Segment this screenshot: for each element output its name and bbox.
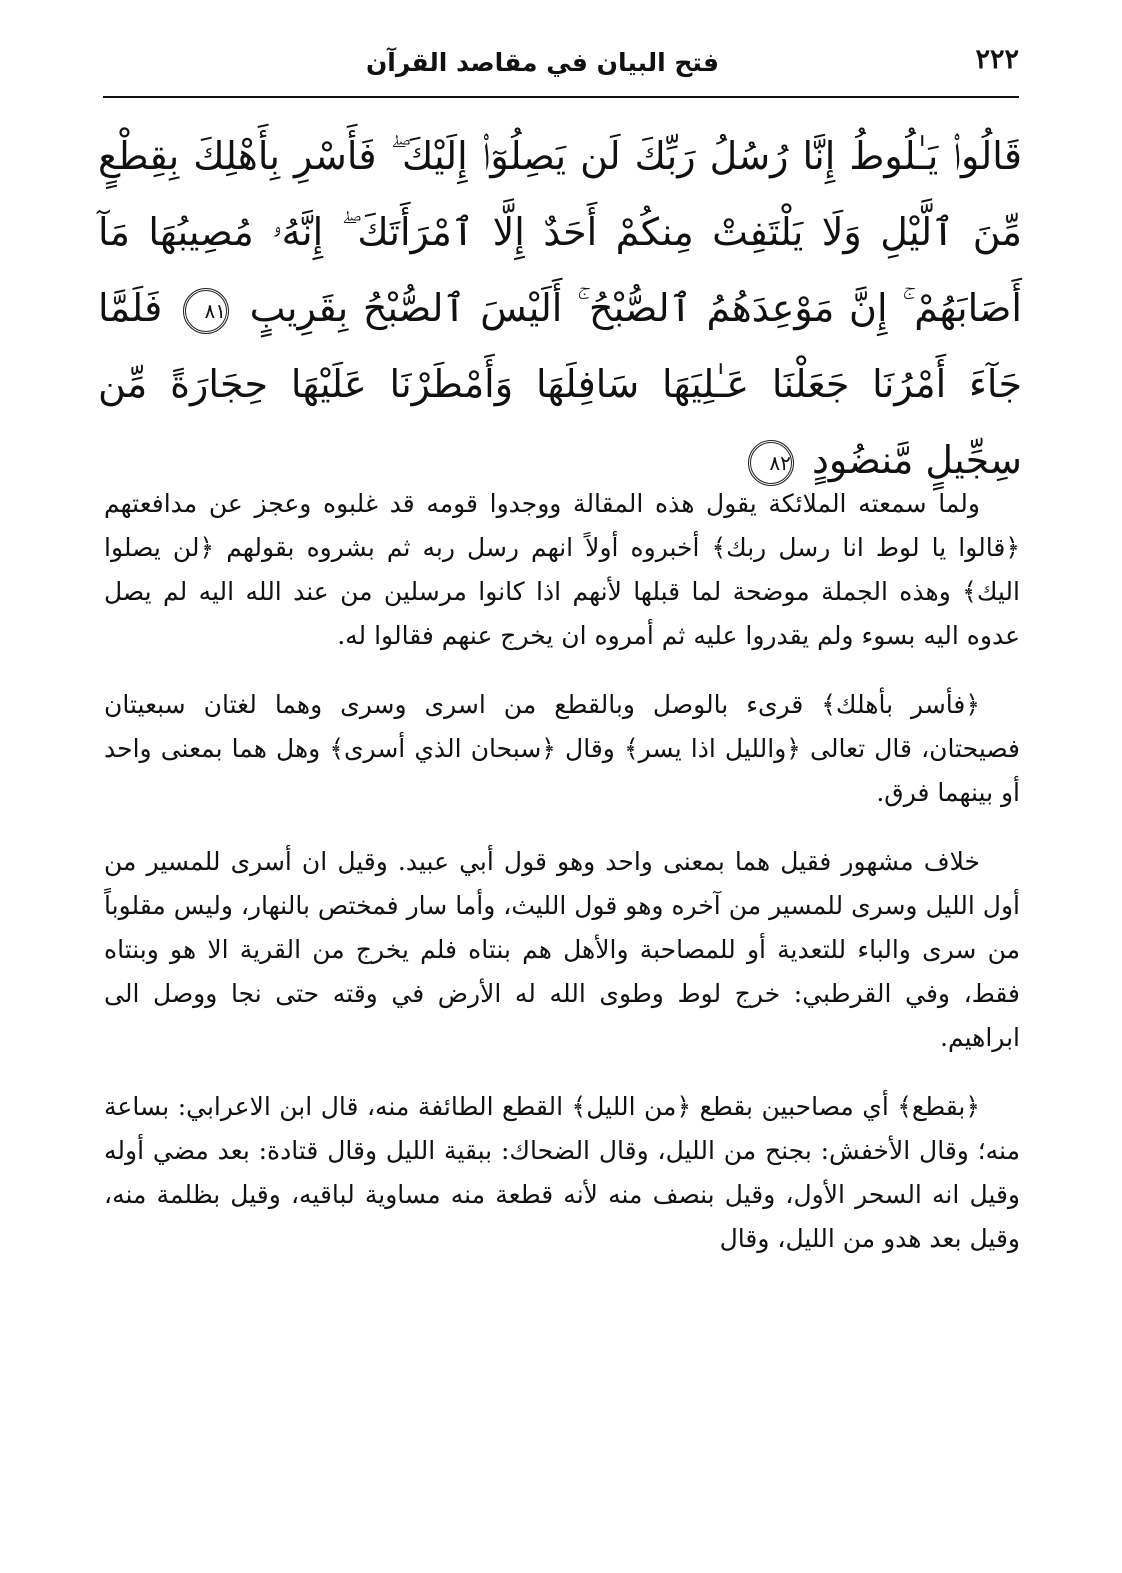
commentary-paragraph-4: ﴿بقطع﴾ أي مصاحبين بقطع ﴿من الليل﴾ القطع الطائفة منه، قال ابن الاعرابي: بساعة منه؛ وقال الأخفش: بجنح من الليل، وقال الضحاك: ببقية الليل وقال قتادة: بعد مضي أوله وقيل انه السحر الأول، وقيل بنصف منه لأنه قطعة منه مساوية لباقيه، وقيل بظلمة منه، وقيل بعد هدو من الليل، وقال xyxy=(104,1092,1020,1253)
verse-82-text: فَلَمَّا جَآءَ أَمْرُنَا جَعَلْنَا عَـٰلِيَهَا سَافِلَهَا وَأَمْطَرْنَا عَلَيْهَا حِجَارَةً مِّن سِجِّيلٍ مَّنضُودٍ xyxy=(98,286,1022,482)
verse-81-text: قَالُوا۟ يَـٰلُوطُ إِنَّا رُسُلُ رَبِّكَ لَن يَصِلُوٓا۟ إِلَيْكَ ۖ فَأَسْرِ بِأَهْلِكَ بِقِطْعٍ مِّنَ ٱلَّيْلِ وَلَا يَلْتَفِتْ مِنكُمْ أَحَدٌ إِلَّا ٱمْرَأَتَكَ ۖ إِنَّهُۥ مُصِيبُهَا مَآ أَصَابَهُمْ ۚ إِنَّ مَوْعِدَهُمُ ٱلصُّبْحُ ۚ أَلَيْسَ ٱلصُّبْحُ بِقَرِيبٍ xyxy=(98,134,1022,330)
page-header xyxy=(103,44,1019,98)
book-title: فتح البيان في مقاصد القرآن xyxy=(365,48,719,77)
commentary-paragraph-2: ﴿فأسر بأهلك﴾ قرىء بالوصل وبالقطع من اسرى وسرى وهما لغتان سبعيتان فصيحتان، قال تعالى ﴿والليل اذا يسر﴾ وقال ﴿سبحان الذي أسرى﴾ وهل هما بمعنى واحد أو بينهما فرق. xyxy=(104,690,1020,807)
commentary-paragraph-3: خلاف مشهور فقيل هما بمعنى واحد وهو قول أبي عبيد. وقيل ان أسرى للمسير من أول الليل وسرى للمسير من آخره وهو قول الليث، وأما سار فمختص بالنهار، وليس مقلوباً من سرى والباء للتعدية أو للمصاحبة والأهل هم بنتاه فلم يخرج من القرية الا هو وبنتاه فقط، وفي القرطبي: خرج لوط وطوى الله له الأرض في وقته حتى نجا ووصل الى ابراهيم. xyxy=(104,847,1020,1052)
quran-verses xyxy=(98,118,1022,498)
verse-82-marker: ٨٢ xyxy=(748,440,794,486)
commentary-body xyxy=(104,482,1020,1286)
page-number: ٢٢٢ xyxy=(975,44,1019,75)
verse-81-marker: ٨١ xyxy=(183,288,229,334)
commentary-paragraph-1: ولما سمعته الملائكة يقول هذه المقالة ووجدوا قومه قد غلبوه وعجز عن مدافعتهم ﴿قالوا يا لوط انا رسل ربك﴾ أخبروه أولاً انهم رسل ربه ثم بشروه بقولهم ﴿لن يصلوا اليك﴾ وهذه الجملة موضحة لما قبلها لأنهم اذا كانوا مرسلين من عند الله اليه لم يصل عدوه اليه بسوء ولم يقدروا عليه ثم أمروه ان يخرج عنهم فقالوا له. xyxy=(104,489,1020,650)
